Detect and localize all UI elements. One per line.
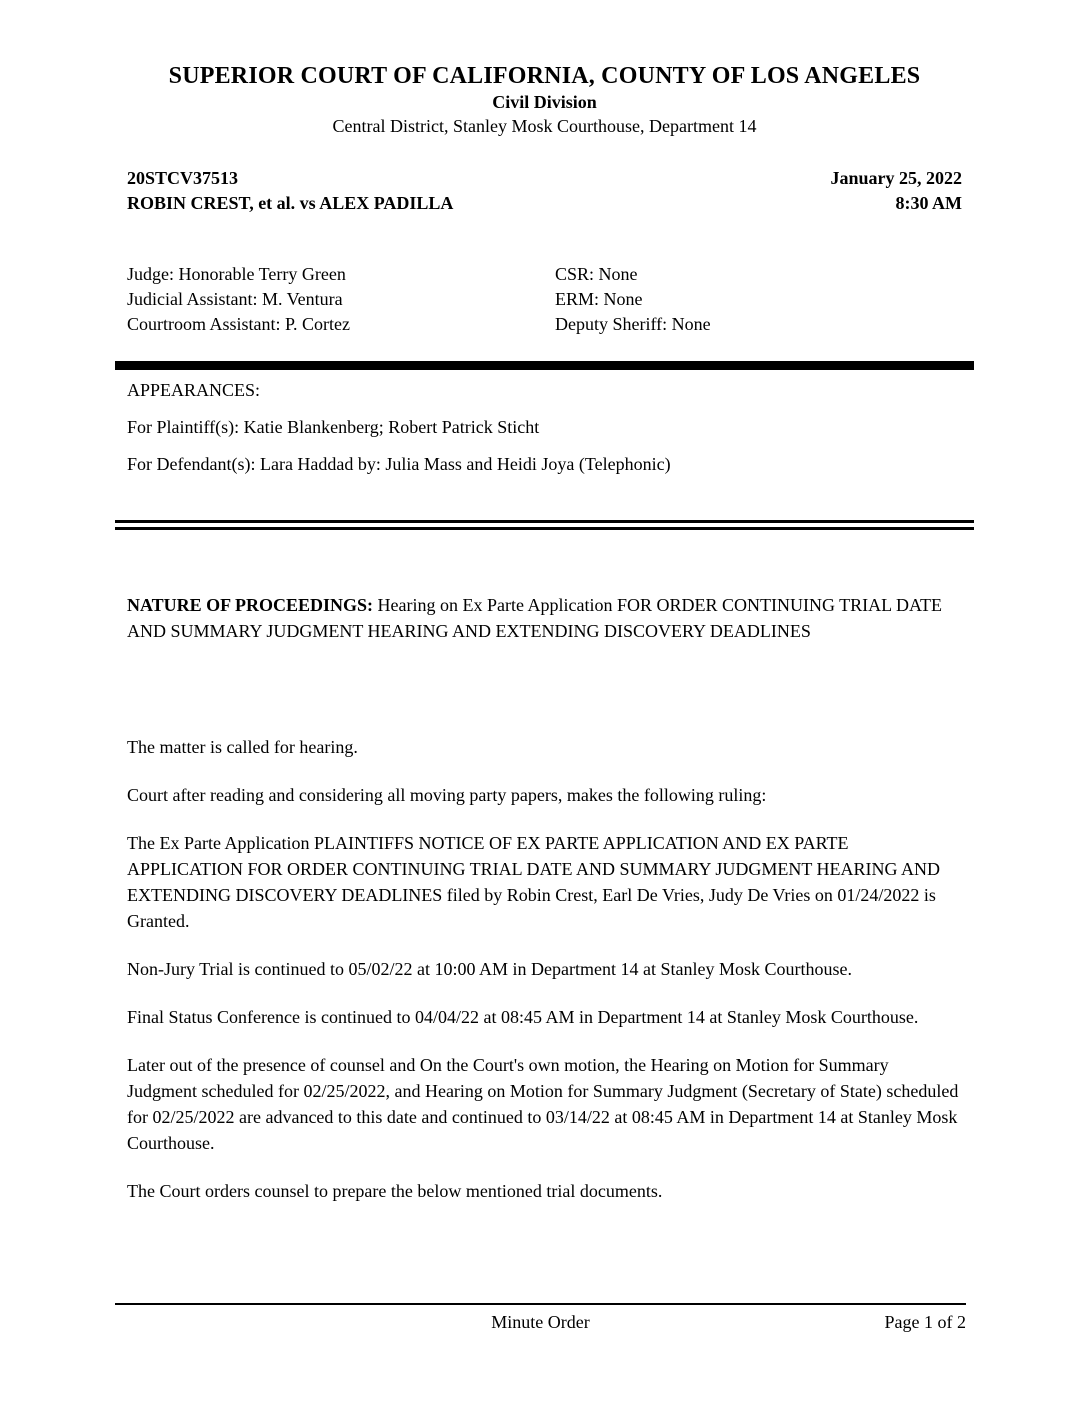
officials-left-column <box>127 262 555 337</box>
hearing-time: 8:30 AM <box>895 193 962 213</box>
body-paragraph: Non-Jury Trial is continued to 05/02/22 at 10:00 AM in Department 14 at Stanley Mosk Courthouse. <box>127 959 852 979</box>
document-header <box>127 62 962 138</box>
erm-line: ERM: None <box>555 289 643 309</box>
hearing-datetime <box>830 166 962 216</box>
ruling-body <box>127 734 962 1204</box>
court-location: Central District, Stanley Mosk Courthouse, Department 14 <box>332 116 757 136</box>
body-paragraph: The Court orders counsel to prepare the below mentioned trial documents. <box>127 1181 663 1201</box>
page-footer <box>115 1303 966 1335</box>
footer-page-number: Page 1 of 2 <box>884 1312 966 1332</box>
officials-right-column <box>555 262 962 337</box>
section-divider-thick <box>115 361 974 370</box>
case-info-block <box>127 166 962 216</box>
court-division: Civil Division <box>492 92 597 112</box>
courtroom-assistant-line: Courtroom Assistant: P. Cortez <box>127 314 351 334</box>
nature-of-proceedings <box>127 592 962 644</box>
section-divider-double <box>115 520 974 530</box>
nature-label: NATURE OF PROCEEDINGS: <box>127 595 374 615</box>
footer-document-type: Minute Order <box>491 1312 590 1332</box>
judge-line: Judge: Honorable Terry Green <box>127 264 346 284</box>
appearances-section <box>127 378 962 476</box>
appearances-heading: APPEARANCES: <box>127 380 261 400</box>
body-paragraph: Final Status Conference is continued to 04/04/22 at 08:45 AM in Department 14 at Stanley Mosk Courthouse. <box>127 1007 919 1027</box>
csr-line: CSR: None <box>555 264 638 284</box>
plaintiff-appearance-line: For Plaintiff(s): Katie Blankenberg; Robert Patrick Sticht <box>127 417 540 437</box>
judicial-assistant-line: Judicial Assistant: M. Ventura <box>127 289 343 309</box>
case-number: 20STCV37513 <box>127 168 239 188</box>
deputy-sheriff-line: Deputy Sheriff: None <box>555 314 711 334</box>
body-paragraph: The Ex Parte Application PLAINTIFFS NOTICE OF EX PARTE APPLICATION AND EX PARTE APPLICATION FOR ORDER CONTINUING TRIAL DATE AND SUMMARY JUDGMENT HEARING AND EXTENDING DISCOVERY DEADLINES filed by Robin Crest, Earl De Vries, Judy De Vries on 01/24/2022 is Granted. <box>127 833 941 931</box>
case-title: ROBIN CREST, et al. vs ALEX PADILLA <box>127 193 454 213</box>
nature-text: Hearing on Ex Parte Application FOR ORDER CONTINUING TRIAL DATE AND SUMMARY JUDGMENT HEARING AND EXTENDING DISCOVERY DEADLINES <box>127 595 942 641</box>
body-paragraph: Later out of the presence of counsel and On the Court's own motion, the Hearing on Motion for Summary Judgment scheduled for 02/25/2022, and Hearing on Motion for Summary Judgment (Secretary of State) scheduled for 02/25/2022 are advanced to this date and continued to 03/14/22 at 08:45 AM in Department 14 at Stanley Mosk Courthouse. <box>127 1055 959 1153</box>
court-name: SUPERIOR COURT OF CALIFORNIA, COUNTY OF LOS ANGELES <box>168 63 921 89</box>
body-paragraph: Court after reading and considering all moving party papers, makes the following ruling: <box>127 785 767 805</box>
defendant-appearance-line: For Defendant(s): Lara Haddad by: Julia Mass and Heidi Joya (Telephonic) <box>127 454 671 474</box>
case-identification <box>127 166 453 216</box>
court-officials-block <box>127 262 962 337</box>
body-paragraph: The matter is called for hearing. <box>127 737 358 757</box>
hearing-date: January 25, 2022 <box>830 168 962 188</box>
